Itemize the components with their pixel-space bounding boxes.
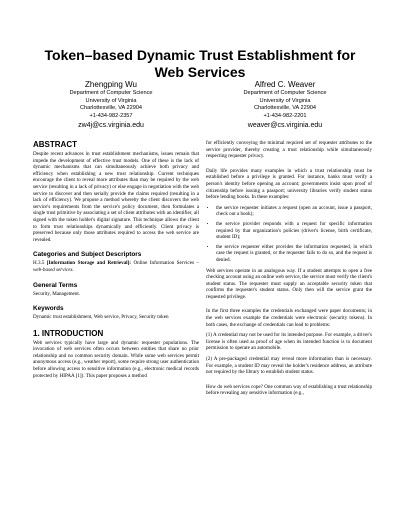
- author-email: weaver@cs.virginia.edu: [247, 122, 323, 130]
- author-phone: +1-434-982-2201: [263, 112, 307, 119]
- bullet-list: [206, 205, 372, 264]
- list-item: • the service requester either provides the information requested, in which case the request is granted, or the requester fails to do so, and the request is denied.: [216, 244, 372, 264]
- author-name: Alfred C. Weaver: [254, 80, 316, 89]
- paragraph: In the first three examples the credentials exchanged were paper documents; in the web services example the credentials were electronic (security tokens). In both cases, the exchange of credentials can lead to problems:: [206, 308, 372, 328]
- introduction-text: Web services typically have large and dynamic requester populations. The invocation of web services often occurs between entities that share no prior relationship and no common security domain. While some web services permit anonymous access (e.g., weather report), some require strong user authentication before allowing access to sensitive information (e.g., electronic medical records protected by HIPAA [1]). This paper proposes a method: [33, 339, 199, 379]
- introduction-heading: 1. INTRODUCTION: [33, 328, 104, 338]
- paragraph: How do web services cope? One common way of establishing a trust relationship before revealing any sensitive information (e.g.,: [206, 383, 372, 397]
- paper-title: Token–based Dynamic Trust Establishment for Web Services: [44, 47, 356, 80]
- keywords-heading: Keywords: [33, 305, 64, 313]
- categories-italic: web-based services.: [33, 266, 74, 273]
- abstract-heading: ABSTRACT: [33, 140, 77, 149]
- list-item: • the service provider responds with a request for specific information required by that organization's policies (driver's license, birth certificate, student ID);: [216, 221, 372, 241]
- general-terms-text: Security, Management.: [33, 290, 81, 297]
- paragraph: (1) A credential may not be used for its intended purpose. For example, a driver's license is often used as proof of age when its intended function is to document permission to operate an automobile.: [206, 332, 372, 352]
- author-city: Charlottesville, VA 22904: [253, 105, 317, 112]
- author-dept: Department of Computer Science: [69, 90, 153, 96]
- categories-text: [33, 260, 199, 273]
- author-dept: Department of Computer Science: [243, 90, 327, 96]
- author-name: Zhengping Wu: [85, 80, 137, 89]
- categories-heading: Categories and Subject Descriptors: [33, 251, 142, 259]
- general-terms-heading: General Terms: [33, 281, 78, 289]
- abstract-text: Despite recent advances in trust establishment mechanisms, issues remain that impede the development of effective trust models. One of these is the lack of dynamic mechanisms that can simultaneously achieve both privacy and efficiency when establishing a new trust relationship. Current techniques encourage the client to reveal more attributes than may be required by the web service (resulting in a lack of privacy) or else engage in negotiation with the web service to discover and then serially provide the claims required (resulting in a lack of efficiency). We propose a method whereby the client discovers the web service's requirements from the service's policy document, then formulates a single trust primitive by associating a set of client attributes with an identifier, all signed with the token holder's digital signature. This technique allows the client to form trust relationships dynamically and efficiently. Client privacy is preserved because only those attributes required to access the web service are revealed.: [33, 151, 199, 243]
- author-univ: University of Virginia: [259, 97, 311, 104]
- author-block-2: [210, 80, 360, 131]
- paragraph: for efficiently conveying the minimal required set of requester attributes to the service provider, thereby creating a trust relationship while simultaneously respecting requester privacy.: [206, 140, 372, 160]
- categories-body: Online Information Services –: [133, 260, 199, 267]
- author-email: zw4j@cs.virginia.edu: [78, 122, 144, 130]
- paragraph: Daily life provides many examples in which a trust relationship must be established before a privilege is granted. For instance, banks must verify a person's identity before opening an account; governments insist upon proof of citizenship before issuing a passport; university libraries verify student status before lending books. In these examples:: [206, 167, 372, 201]
- author-phone: +1-434-982-2357: [89, 112, 133, 119]
- paragraph: Web services operate in an analogous way. If a student attempts to open a free checking account using an online web service, the service must verify the client's student status. The requester must supply an acceptable security token that confirms the requester's student status. Only then will the service grant the requested privilege.: [206, 267, 372, 300]
- keywords-text: Dynamic trust establishment, Web service, Privacy, Security token: [33, 314, 169, 321]
- list-item: • the service requester initiates a request (open an account, issue a passport, check out a book);: [216, 205, 372, 218]
- left-column: [33, 140, 199, 383]
- author-block-1: [36, 80, 186, 131]
- paragraph: (2) A pre-packaged credential may reveal more information than is necessary. For example, a student ID may reveal the holder's residence address, an attribute not required by the library to establish student status.: [206, 356, 372, 376]
- categories-code: H.3.5: [33, 260, 45, 267]
- categories-bold: [Information Storage and Retrieval]:: [46, 260, 131, 267]
- right-column: [206, 140, 372, 401]
- author-city: Charlottesville, VA 22904: [79, 105, 143, 112]
- author-univ: University of Virginia: [85, 97, 137, 104]
